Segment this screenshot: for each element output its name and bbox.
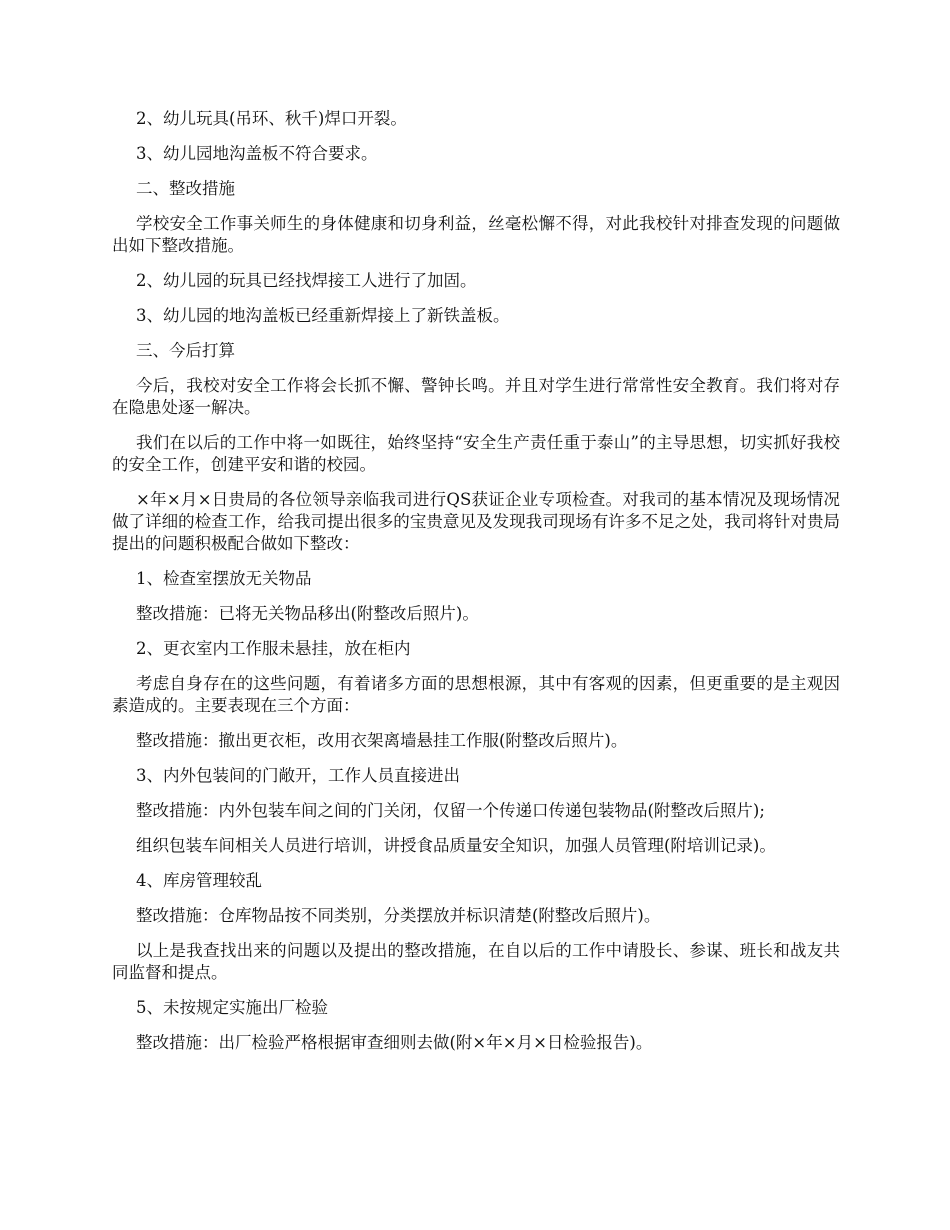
paragraph-17: 整改措施：内外包装车间之间的门关闭，仅留一个传递口传递包装物品(附整改后照片); (136, 801, 765, 820)
paragraph-2: 3、幼儿园地沟盖板不符合要求。 (136, 144, 378, 163)
paragraph-20: 整改措施：仓库物品按不同类别，分类摆放并标识清楚(附整改后照片)。 (136, 906, 661, 925)
paragraph-5: 2、幼儿园的玩具已经找焊接工人进行了加固。 (136, 271, 477, 290)
section-heading-measures: 二、整改措施 (136, 179, 235, 198)
paragraph-4: 学校安全工作事关师生的身体健康和切身利益，丝毫松懈不得，对此我校针对排查发现的问题做出如下整改措施。 (112, 214, 840, 255)
paragraph-18: 组织包装车间相关人员进行培训，讲授食品质量安全知识，加强人员管理(附培训记录)。 (136, 836, 776, 855)
paragraph-13: 2、更衣室内工作服未悬挂，放在柜内 (136, 639, 411, 658)
paragraph-12: 整改措施：已将无关物品移出(附整改后照片)。 (136, 604, 479, 623)
paragraph-16: 3、内外包装间的门敞开，工作人员直接进出 (136, 766, 460, 785)
paragraph-10: ×年×月×日贵局的各位领导亲临我司进行QS获证企业专项检查。对我司的基本情况及现场情况做了详细的检查工作，给我司提出很多的宝贵意见及发现我司现场有许多不足之处，我司将针对贵局提出的问题积极配合做如下整改： (112, 490, 840, 553)
paragraph-23: 整改措施：出厂检验严格根据审查细则去做(附×年×月×日检验报告)。 (136, 1033, 653, 1052)
paragraph-11: 1、检查室摆放无关物品 (136, 569, 312, 588)
paragraph-9: 我们在以后的工作中将一如既往，始终坚持“安全生产责任重于泰山”的主导思想，切实抓好我校的安全工作，创建平安和谐的校园。 (112, 433, 840, 474)
section-heading-plans: 三、今后打算 (136, 341, 235, 360)
paragraph-6: 3、幼儿园的地沟盖板已经重新焊接上了新铁盖板。 (136, 306, 510, 325)
paragraph-15: 整改措施：撤出更衣柜，改用衣架离墙悬挂工作服(附整改后照片)。 (136, 731, 628, 750)
document-body (112, 108, 840, 1067)
paragraph-1: 2、幼儿玩具(吊环、秋千)焊口开裂。 (136, 109, 407, 128)
paragraph-22: 5、未按规定实施出厂检验 (136, 998, 328, 1017)
paragraph-19: 4、库房管理较乱 (136, 871, 262, 890)
paragraph-14: 考虑自身存在的这些问题，有着诸多方面的思想根源，其中有客观的因素，但更重要的是主观因素造成的。主要表现在三个方面： (112, 674, 840, 715)
paragraph-21: 以上是我查找出来的问题以及提出的整改措施，在自以后的工作中请股长、参谋、班长和战友共同监督和提点。 (112, 941, 840, 982)
paragraph-8: 今后，我校对安全工作将会长抓不懈、警钟长鸣。并且对学生进行常常性安全教育。我们将对存在隐患处逐一解决。 (112, 376, 840, 417)
